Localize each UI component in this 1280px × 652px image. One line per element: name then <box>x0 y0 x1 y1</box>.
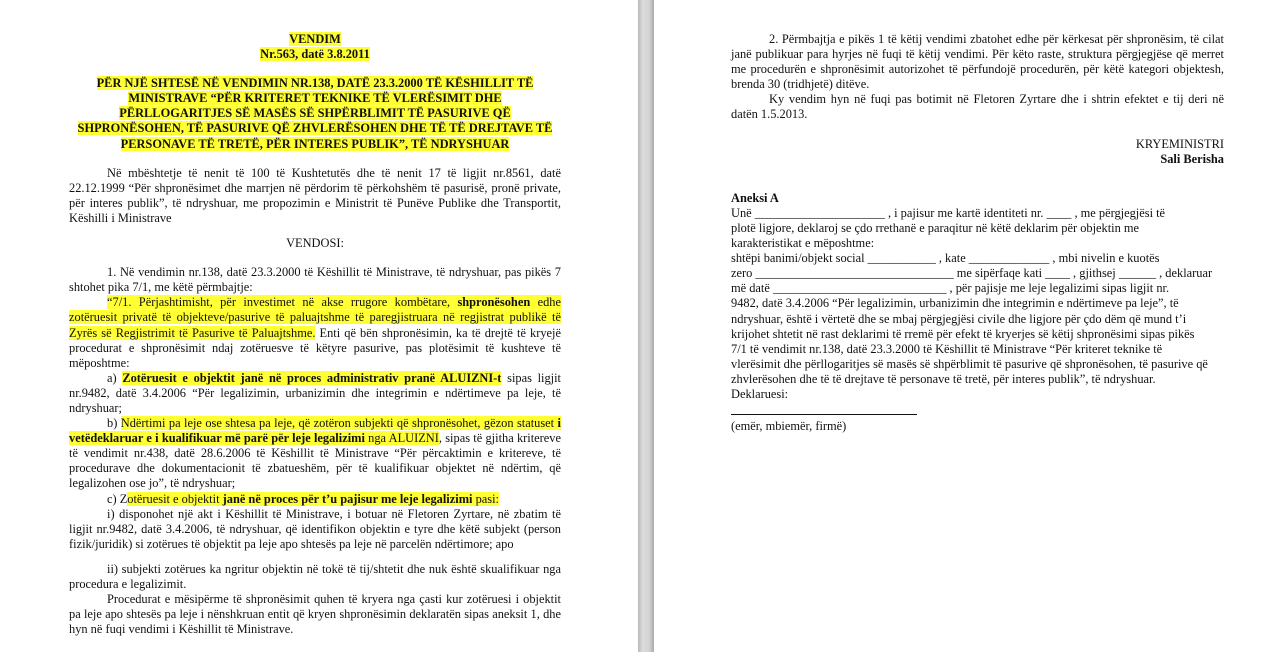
decision-number: Nr.563, datë 3.8.2011 <box>260 47 370 62</box>
right-document-page <box>654 0 1280 652</box>
procedures-paragraph: Procedurat e mësipërme të shpronësimit quhen të kryera nga çasti kur zotëruesi i objektit pa leje apo shtesës pa leje i nënshkruan entit që kryen shpronësimin deklaratën sipas aneksit 1, dhe hyn në fuqi vendimi i Këshillit të Ministrave. <box>69 592 561 637</box>
point-7-1-paragraph: “7/1. Përjashtimisht, për investimet në akse rrugore kombëtare, shpronësohen edhe zotëruesit privatë të objekteve/pasurive të paluajtshme të paregjistruara në regjistrat publikë të Zyrës së Regjistrimit të Pasurive të Paluajtshme. Enti që bën shpronësimin, ka të drejtë të kryejë procedurat e shpronësimit ndaj zotëruesve të këtyre pasurive, pas plotësimit të kushteve të mëposhtme: <box>69 295 561 370</box>
condition-a: a) Zotëruesit e objektit janë në proces administrativ pranë ALUIZNI-t sipas ligjit nr.9482, datë 3.4.2006 “Për legalizimin, urbanizimin dhe integrimin e ndërtimeve pa leje, të ndryshuar; <box>69 370 562 415</box>
annex-title: Aneksi A <box>731 190 779 205</box>
point-2-paragraph: 2. Përmbajtja e pikës 1 të këtij vendimi zbatohet edhe për kërkesat për shpronësim, të cilat janë publikuar para hyrjes në fuqi të këtij vendimi. Për këto raste, struktura përgjegjëse që merret me procedurën e shpronësimit autorizohet të përfundojë procedurën, për këtë kategori objektesh, brenda 30 (tridhjetë) ditëve. <box>731 32 1224 92</box>
entry-into-force-paragraph: Ky vendim hyn në fuqi pas botimit në Fletoren Zyrtare dhe i shtrin efektet e tij deri në datën 1.5.2013. <box>731 92 1224 122</box>
annex-line: 9482, datë 3.4.2006 “Për legalizimin, urbanizimin dhe integrimin e ndërtimeve pa leje”, të <box>731 296 1179 311</box>
condition-b: b) Ndërtimi pa leje ose shtesa pa leje, që zotëron subjekti që shpronësohet, gëzon statuset i vetëdeklaruar e i kualifikuar më parë për leje legalizimi nga ALUIZNI, sipas të gjitha kritereve të vendimit nr.438, datë 28.6.2006 të Këshillit të Ministrave “Për përcaktimin e kritereve, të procedurave dhe dokumentacionit të zbatueshëm, për të kualifikuar objektet në ndërtim, që legalizohen ose jo”, të ndryshuar; <box>69 416 561 491</box>
annex-line: shtëpi banimi/objekt social ___________ , kate _____________ , mbi nivelin e kuotës <box>731 251 1160 266</box>
annex-line: zhvlerësohen dhe të të drejtave të personave të tretë, për interes publik”, të ndryshuar. <box>731 371 1156 386</box>
condition-c-i: i) disponohet një akt i Këshillit të Ministrave, i botuar në Fletoren Zyrtare, në zbatim të ligjit nr.9482, datë 3.4.2006, të ndryshuar, që identifikon objektin e tyre dhe këtë subjekt (person fizik/juridik) si zotërues të objektit pa leje apo shtesës pa leje në parcelën ndërtimore; apo <box>69 506 561 551</box>
page-gutter <box>638 0 654 652</box>
condition-c: c) Zotëruesit e objektit janë në proces për t’u pajisur me leje legalizimi pasi: <box>107 491 499 506</box>
annex-line: më datë ____________________________ , për pajisje me leje legalizimi sipas ligjit nr. <box>731 281 1170 296</box>
signature-caption: (emër, mbiemër, firmë) <box>731 419 847 434</box>
signature-line <box>731 402 1224 419</box>
condition-c-ii: ii) subjekti zotërues ka ngritur objektin në tokë të tij/shtetit dhe nuk është skualifikuar nga procedura e legalizimit. <box>69 561 561 591</box>
decision-subject: PËR NJË SHTESË NË VENDIMIN NR.138, DATË 23.3.2000 TË KËSHILLIT TË MINISTRAVE “PËR KRITERET TEKNIKE TË VLERËSIMIT DHE PËRLLOGARITJES SË MASËS SË SHPËRBLIMIT TË PASURIVE QË SHPRONËSOHEN, TË PASURIVE QË ZHVLERËSOHEN DHE TË TË DREJTAVE TË PERSONAVE TË TRETË, PËR INTERES PUBLIK”, TË NDRYSHUAR <box>77 76 553 151</box>
annex-line: karakteristikat e mëposhtme: <box>731 236 875 251</box>
annex-line: 7/1 të vendimit nr.138, datë 23.3.2000 të Këshillit të Ministrave “Për kriteret teknike të <box>731 341 1163 356</box>
annex-line: plotë ligjore, deklaroj se çdo rrethanë e paraqitur në këtë deklarim për objektin me <box>731 220 1140 235</box>
annex-declaration <box>731 206 1224 402</box>
preamble-paragraph: Në mbështetje të nenit të 100 të Kushtetutës dhe të nenit 17 të ligjit nr.8561, datë 22.12.1999 “Për shpronësimet dhe marrjen në përdorim të përkohshëm të pasurisë, pronë private, për interes publik”, të ndryshuar, me propozimin e Ministrit të Punëve Publike dhe Transportit, Këshilli i Ministrave <box>69 165 561 225</box>
decision-title: VENDIM <box>289 32 341 46</box>
decides-heading: VENDOSI: <box>286 236 344 251</box>
signatory-title: KRYEMINISTRI <box>1135 136 1224 151</box>
annex-line: Deklaruesi: <box>731 386 789 401</box>
left-document-page <box>0 0 638 652</box>
annex-line: krijohet shtetit në rast deklarimi të rremë për efekt të kryerjes së këtij shpronësimi sipas pikës <box>731 326 1195 341</box>
annex-line: vlerësimit dhe përllogaritjes së masës së shpërblimit të pasurive që shpronësohen, të pasurive që <box>731 356 1208 371</box>
annex-line: Unë _____________________ , i pajisur me kartë identiteti nr. ____ , me përgjegjësi të <box>731 205 1166 220</box>
left-page-text <box>69 32 561 637</box>
signatory-name: Sali Berisha <box>1160 151 1224 166</box>
annex-line: zero ________________________________ me sipërfaqe kati ____ , gjithsej ______ , deklaruar <box>731 266 1213 281</box>
annex-line: ndryshuar, është i vërtetë dhe se mbaj përgjegjësi civile dhe ligjore për çdo dëm që mund t’i <box>731 311 1187 326</box>
point-1-paragraph: 1. Në vendimin nr.138, datë 23.3.2000 të Këshillit të Ministrave, të ndryshuar, pas pikës 7 shtohet pika 7/1, me këtë përmbajtje: <box>69 265 561 295</box>
right-page-text <box>731 32 1224 434</box>
